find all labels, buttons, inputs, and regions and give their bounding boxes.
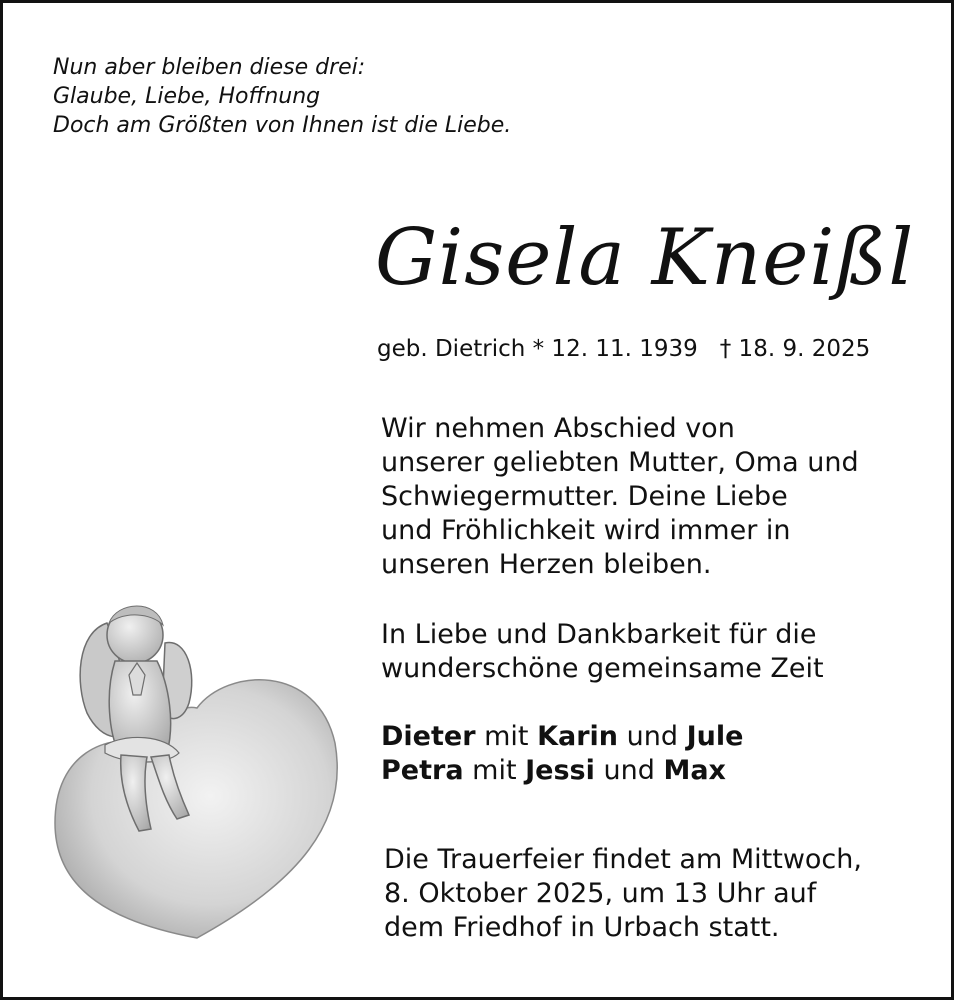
funeral-line: Die Trauerfeier findet am Mittwoch,: [384, 844, 862, 875]
deceased-name: Gisela Kneißl: [375, 213, 915, 303]
farewell-line: unserer geliebten Mutter, Oma und: [381, 447, 859, 478]
mourners-list: [381, 720, 743, 788]
mourner-name: Jessi: [525, 755, 595, 786]
connector-word: und: [603, 755, 655, 786]
funeral-line: dem Friedhof in Urbach statt.: [384, 912, 780, 943]
gratitude-line: wunderschöne gemeinsame Zeit: [381, 653, 824, 684]
farewell-line: Wir nehmen Abschied von: [381, 413, 735, 444]
bible-verse: [53, 53, 511, 140]
mourner-name: Dieter: [381, 721, 476, 752]
verse-line: Nun aber bleiben diese drei:: [53, 55, 366, 80]
farewell-line: unseren Herzen bleiben.: [381, 549, 712, 580]
mourner-name: Karin: [537, 721, 619, 752]
mourner-name: Petra: [381, 755, 464, 786]
mourner-name: Jule: [686, 721, 744, 752]
connector-word: und: [626, 721, 678, 752]
farewell-paragraph: [381, 412, 859, 582]
life-dates: [377, 334, 870, 364]
funeral-line: 8. Oktober 2025, um 13 Uhr auf: [384, 878, 817, 909]
verse-line: Glaube, Liebe, Hoffnung: [53, 84, 321, 109]
mourner-name: Max: [663, 755, 726, 786]
death-info: † 18. 9. 2025: [719, 336, 871, 362]
gratitude-line: In Liebe und Dankbarkeit für die: [381, 619, 817, 650]
gratitude-paragraph: [381, 618, 824, 686]
farewell-line: und Fröhlichkeit wird immer in: [381, 515, 791, 546]
birth-info: geb. Dietrich * 12. 11. 1939: [377, 336, 698, 362]
verse-line: Doch am Größten von Ihnen ist die Liebe.: [53, 113, 512, 138]
funeral-info: [384, 843, 862, 945]
farewell-line: Schwiegermutter. Deine Liebe: [381, 481, 788, 512]
connector-word: mit: [484, 721, 529, 752]
mourners-row: [381, 754, 743, 788]
angel-on-heart-stone-icon: [47, 593, 347, 943]
connector-word: mit: [472, 755, 517, 786]
mourners-row: [381, 720, 743, 754]
